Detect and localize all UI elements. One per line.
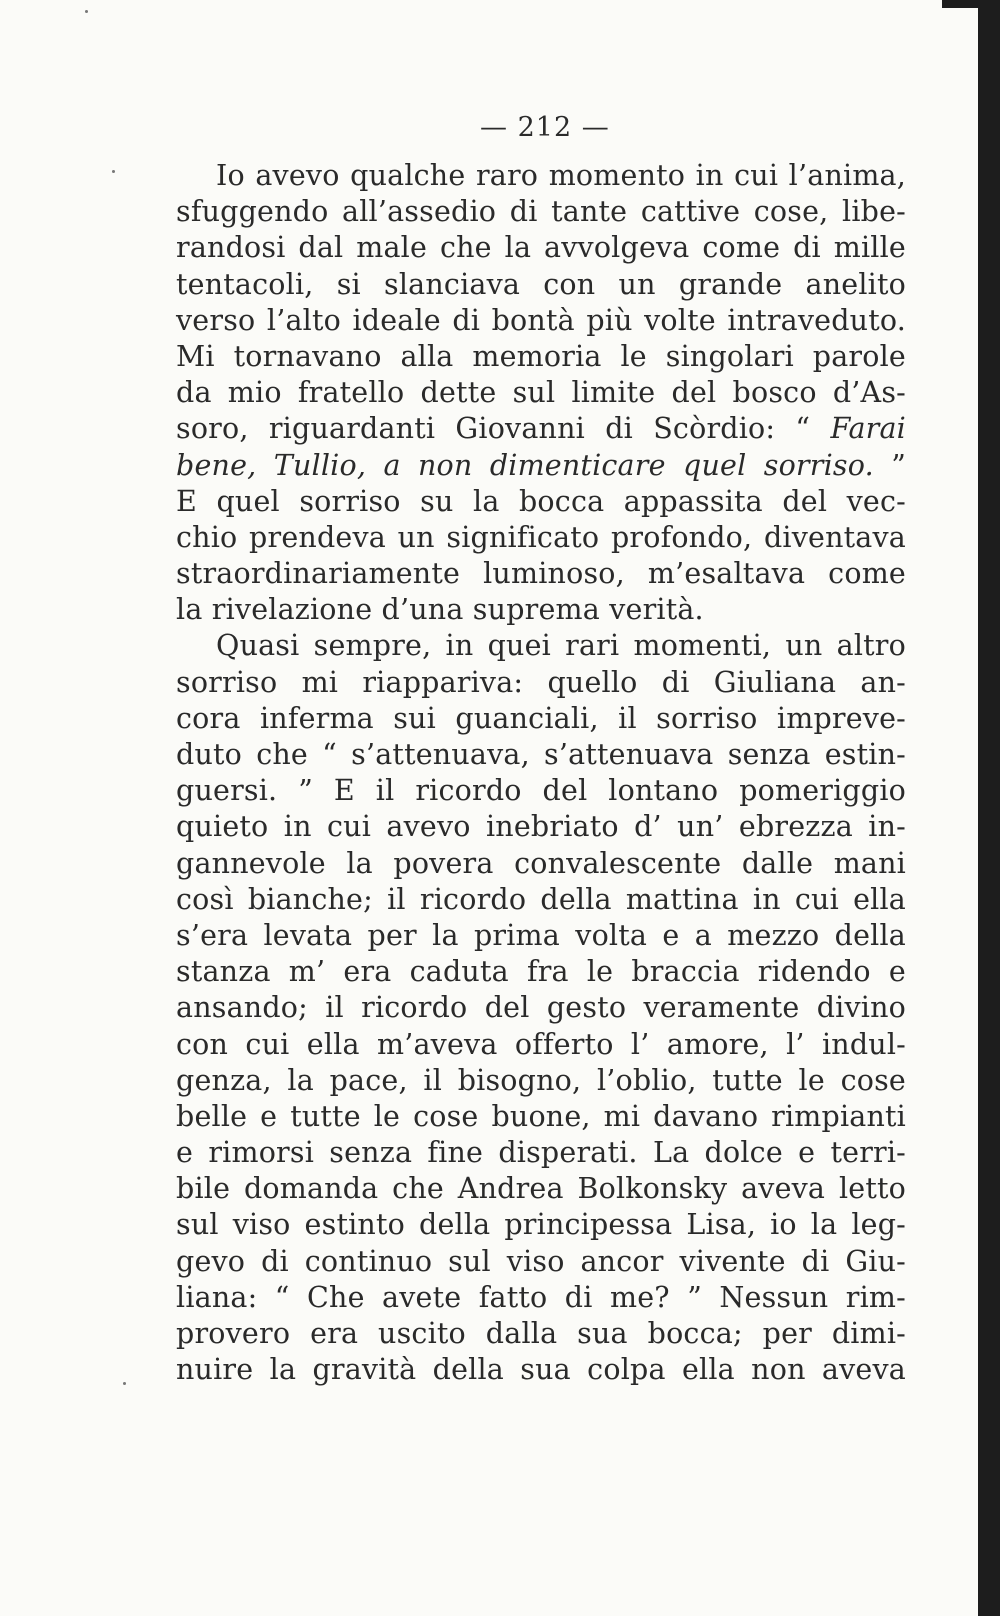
text-line: straordinariamente luminoso, m’esaltava come [176,557,906,591]
text-line: duto che “ s’attenuava, s’attenuava senza estin- [176,738,906,771]
text-line: sul viso estinto della principessa Lisa, io la leg- [176,1208,906,1242]
text-line: genza, la pace, il bisogno, l’oblio, tutte le cose [176,1063,906,1097]
text-line: randosi dal male che la avvolgeva come di mille [176,231,906,265]
page-edge-shadow [978,0,1000,1616]
text-line: sorriso mi riappariva: quello di Giuliana an- [176,665,906,699]
speck [112,170,115,173]
text-line: la rivelazione d’una suprema verità. [176,593,704,627]
text-line: belle e tutte le cose buone, mi davano rimpianti [176,1099,906,1133]
body-text [176,158,906,1388]
text-fragment: soro, riguardanti Giovanni di Scòrdio: “ [176,412,831,446]
text-line: stanza m’ era caduta fra le braccia ridendo e [176,955,906,989]
text-line: quieto in cui avevo inebriato d’ un’ ebrezza in- [176,810,906,844]
text-line: Quasi sempre, in quei rari momenti, un altro [216,629,906,663]
text-line: bile domanda che Andrea Bolkonsky aveva letto [176,1172,906,1206]
page-number: — 212 — [480,112,610,143]
text-line: così bianche; il ricordo della mattina in cui ella [176,882,906,916]
italic-quote: Farai [830,412,906,446]
text-line: liana: “ Che avete fatto di me? ” Nessun rim- [176,1280,906,1314]
text-line: Io avevo qualche raro momento in cui l’anima, [216,159,906,192]
text-line: verso l’alto ideale di bontà più volte intraveduto. [176,303,906,337]
text-line: chio prendeva un significato profondo, diventava [176,520,906,554]
text-line: ansando; il ricordo del gesto veramente divino [176,991,906,1025]
closing-quote: ” [891,448,906,482]
text-line: Mi tornavano alla memoria le singolari parole [176,339,906,373]
text-line: s’era levata per la prima volta e a mezzo della [176,918,906,952]
text-line: e rimorsi senza fine disperati. La dolce e terri- [176,1136,906,1170]
text-line: da mio fratello dette sul limite del bosco d’As- [176,376,906,410]
text-line: E quel sorriso su la bocca appassita del vec- [176,484,906,518]
speck [123,1382,126,1385]
text-line: nuire la gravità della sua colpa ella non aveva [176,1353,906,1387]
text-line: cora inferma sui guanciali, il sorriso impreve- [176,701,906,735]
text-line: gevo di continuo sul viso ancor vivente di Giu- [176,1244,906,1278]
text-line [176,448,906,484]
text-line [176,411,906,447]
text-line: con cui ella m’aveva offerto l’ amore, l’ indul- [176,1027,906,1061]
text-line: sfuggendo all’assedio di tante cattive cose, libe- [176,195,906,229]
speck [85,10,88,13]
text-line: tentacoli, si slanciava con un grande anelito [176,267,906,301]
text-line: gannevole la povera convalescente dalle mani [176,846,906,880]
text-line: guersi. ” E il ricordo del lontano pomeriggio [176,774,906,808]
text-line: provero era uscito dalla sua bocca; per dimi- [176,1317,906,1350]
italic-quote: bene, Tullio, a non dimenticare quel sorriso. [176,448,874,482]
